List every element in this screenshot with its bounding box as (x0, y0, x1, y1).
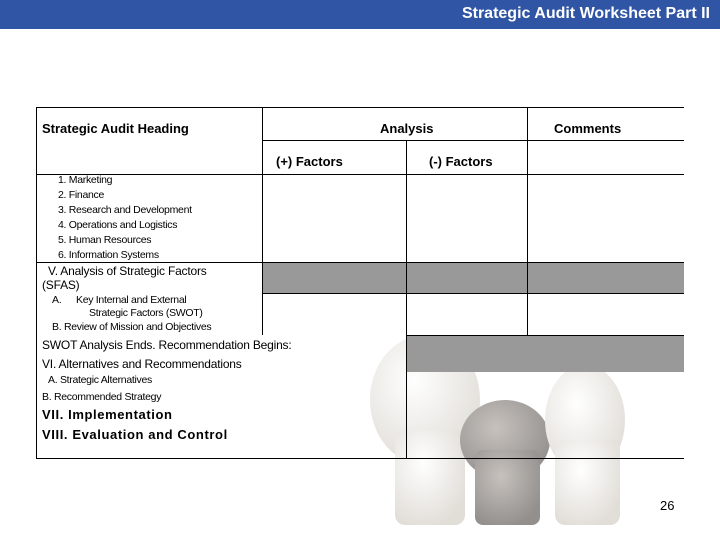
column-header-heading: Strategic Audit Heading (42, 121, 189, 136)
column-header-analysis: Analysis (380, 121, 434, 136)
list-item: 1. Marketing (58, 174, 113, 186)
list-item: 4. Operations and Logistics (58, 219, 178, 231)
shaded-cell (407, 335, 684, 372)
section-5-title-cont: (SFAS) (42, 278, 80, 292)
list-item: 2. Finance (58, 189, 105, 201)
subheader-negative-factors: (-) Factors (429, 154, 493, 169)
list-item: 3. Research and Development (58, 204, 192, 216)
title-bar (0, 0, 720, 29)
section-5-a-text-cont: Strategic Factors (SWOT) (89, 307, 203, 319)
section-5-a-text: Key Internal and External (76, 294, 187, 306)
section-6-b-text: B. Recommended Strategy (42, 391, 162, 403)
section-5-a-label: A. (52, 294, 62, 306)
audit-worksheet-table (36, 107, 684, 459)
shaded-cell (263, 262, 684, 293)
section-7-title: VII. Implementation (42, 407, 173, 422)
section-5-title: V. Analysis of Strategic Factors (48, 264, 207, 278)
slide-title: Strategic Audit Worksheet Part II (461, 5, 710, 22)
section-8-title: VIII. Evaluation and Control (42, 427, 228, 442)
section-5-b-text: B. Review of Mission and Objectives (52, 321, 212, 333)
section-6-title: VI. Alternatives and Recommendations (42, 357, 242, 371)
page-number: 26 (660, 498, 675, 513)
column-header-comments: Comments (554, 121, 622, 136)
subheader-positive-factors: (+) Factors (276, 154, 343, 169)
list-item: 6. Information Systems (58, 249, 159, 261)
list-item: 5. Human Resources (58, 234, 152, 246)
swot-end-text: SWOT Analysis Ends. Recommendation Begins: (42, 338, 292, 352)
section-6-a-text: A. Strategic Alternatives (48, 374, 152, 386)
